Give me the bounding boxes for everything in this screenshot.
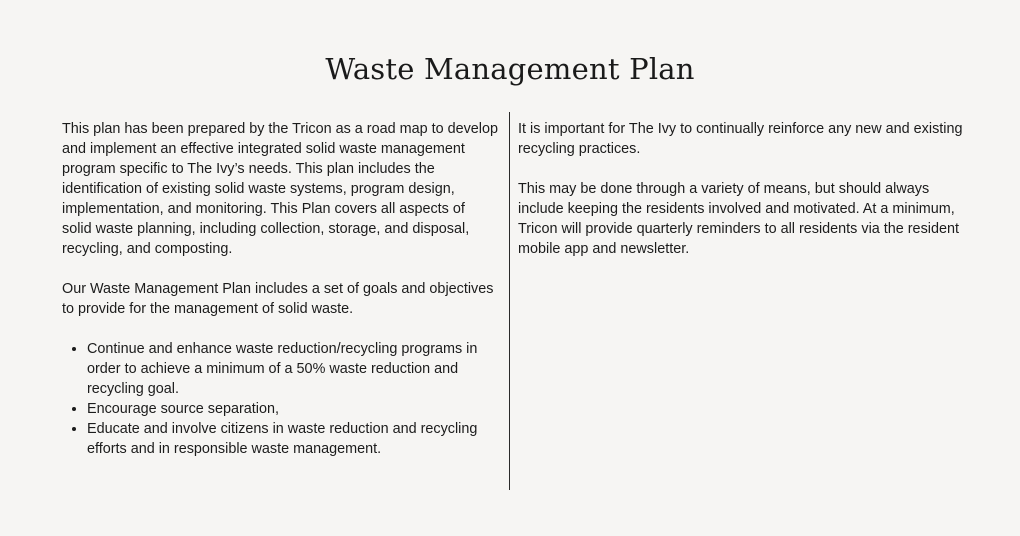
reinforce-paragraph: It is important for The Ivy to continually reinforce any new and existing recycling practices. (518, 121, 963, 157)
left-column (62, 119, 498, 459)
right-column (518, 119, 966, 279)
means-paragraph: This may be done through a variety of means, but should always include keeping the residents involved and motivated. At a minimum, Tricon will provide quarterly reminders to all residents via the resident mobile app and newsletter. (518, 181, 959, 257)
column-divider (509, 112, 510, 490)
goals-paragraph: Our Waste Management Plan includes a set of goals and objectives to provide for the management of solid waste. (62, 281, 494, 317)
list-item: • Educate and involve citizens in waste reduction and recycling efforts and in responsible waste management. (87, 419, 498, 459)
page-title: Waste Management Plan (325, 52, 695, 86)
list-item: • Encourage source separation, (87, 399, 498, 419)
goals-list (62, 339, 498, 459)
list-item: • Continue and enhance waste reduction/recycling programs in order to achieve a minimum of a 50% waste reduction and recycling goal. (87, 339, 498, 399)
intro-paragraph: This plan has been prepared by the Tricon as a road map to develop and implement an effective integrated solid waste management program specific to The Ivy’s needs. This plan includes the identification of existing solid waste systems, program design, implementation, and monitoring. This Plan covers all aspects of solid waste planning, including collection, storage, and disposal, recycling, and composting. (62, 121, 498, 257)
